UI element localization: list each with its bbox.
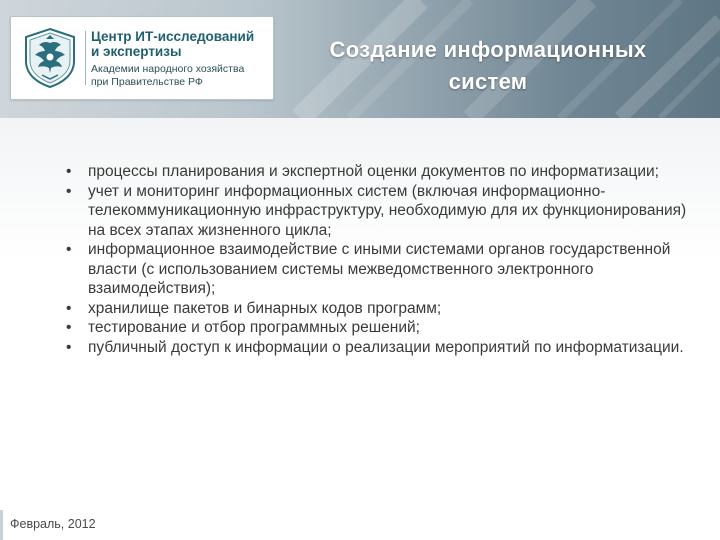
logo bbox=[10, 16, 274, 100]
bullet-text: публичный доступ к информации о реализации мероприятий по информатизации. bbox=[88, 338, 684, 356]
eagle-emblem-icon bbox=[22, 27, 78, 89]
bullet-marker: • bbox=[66, 319, 72, 336]
header-band bbox=[0, 0, 720, 118]
bullet-list bbox=[66, 162, 696, 357]
bullet-item bbox=[66, 182, 696, 241]
logo-name bbox=[91, 29, 267, 59]
bullet-item bbox=[66, 240, 696, 299]
bullet-marker: • bbox=[66, 182, 72, 200]
title-line2: систем bbox=[448, 69, 528, 94]
bullet-text: учет и мониторинг информационных систем (включая информационно-телекоммуникационную инфраструктуру, необходимую для их функционирования) на всех этапах жизненного цикла; bbox=[88, 182, 687, 239]
logo-name-line2: и экспертизы bbox=[91, 44, 182, 59]
bullet-marker: • bbox=[66, 338, 72, 356]
bullet-text: хранилище пакетов и бинарных кодов программ; bbox=[88, 299, 442, 317]
bullet-text: информационное взаимодействие с иными системами органов государственной власти (с использованием системы межведомственного электронного взаимодействия); bbox=[88, 241, 671, 297]
bullet-item bbox=[66, 299, 696, 319]
slide-title bbox=[280, 34, 696, 98]
bullet-marker: • bbox=[66, 241, 72, 258]
logo-divider bbox=[85, 31, 86, 85]
bullet-marker: • bbox=[66, 299, 72, 317]
bullet-item bbox=[66, 318, 696, 338]
footer-date: Февраль, 2012 bbox=[10, 517, 96, 531]
bullet-marker: • bbox=[66, 163, 72, 180]
title-line1: Создание информационных bbox=[329, 37, 647, 62]
logo-name-line1: Центр ИТ-исследований bbox=[91, 29, 255, 44]
logo-subtitle bbox=[91, 63, 267, 89]
footer-accent bbox=[0, 510, 3, 540]
bullet-item bbox=[66, 338, 696, 358]
logo-sub-line1: Академии народного хозяйства bbox=[91, 63, 245, 75]
bullet-text: процессы планирования и экспертной оценки документов по информатизации; bbox=[88, 163, 659, 180]
logo-sub-line2: при Правительстве РФ bbox=[91, 76, 203, 88]
bullet-item bbox=[66, 162, 696, 182]
bullet-text: тестирование и отбор программных решений; bbox=[88, 319, 420, 336]
